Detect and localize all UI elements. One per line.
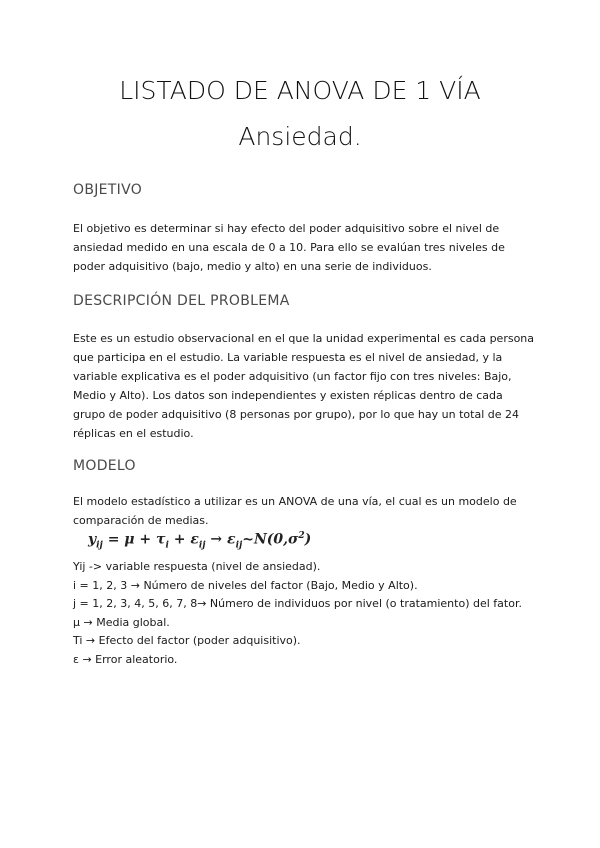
text-line: poder adquisitivo (bajo, medio y alto) en una serie de individuos. xyxy=(73,260,432,273)
definition-item: Ti → Efecto del factor (poder adquisitivo). xyxy=(73,634,301,647)
formula-part: ij xyxy=(96,540,103,551)
definition-item: j = 1, 2, 3, 4, 5, 6, 7, 8→ Número de individuos por nivel (o tratamiento) del fator. xyxy=(73,597,522,610)
formula-part: y xyxy=(88,531,97,548)
definitions-list xyxy=(73,558,543,669)
text-line: comparación de medias. xyxy=(73,514,209,527)
text-line: ansiedad medido en una escala de 0 a 10. Para ello se evalúan tres niveles de xyxy=(73,241,505,254)
definition-item: i = 1, 2, 3 → Número de niveles del factor (Bajo, Medio y Alto). xyxy=(73,578,418,592)
paragraph-descripcion xyxy=(73,329,533,443)
text-line: grupo de poder adquisitivo (8 personas por grupo), por lo que hay un total de 24 xyxy=(73,408,519,421)
text-line: variable explicativa es el poder adquisitivo (un factor fijo con tres niveles: Bajo, xyxy=(73,370,512,383)
formula-part: ij xyxy=(235,540,243,551)
document-title: LISTADO DE ANOVA DE 1 VÍA xyxy=(119,76,481,105)
document-subtitle: Ansiedad. xyxy=(238,122,362,151)
heading-descripcion: DESCRIPCIÓN DEL PROBLEMA xyxy=(73,293,290,309)
formula-part: → ε xyxy=(205,531,236,548)
definition-item: μ → Media global. xyxy=(73,615,170,629)
formula-part: + ε xyxy=(168,531,199,548)
formula-part: = μ + τ xyxy=(102,531,166,548)
formula-part: ) xyxy=(304,531,312,548)
heading-objetivo: OBJETIVO xyxy=(73,182,143,198)
formula-part: 2 xyxy=(298,531,305,541)
text-line: que participa en el estudio. La variable respuesta es el nivel de ansiedad, y la xyxy=(73,351,503,364)
definition-item: ε → Error aleatorio. xyxy=(73,652,178,666)
paragraph-objetivo xyxy=(73,219,533,276)
text-line: Medio y Alto). Los datos son independientes y existen réplicas dentro de cada xyxy=(73,389,503,402)
text-line: réplicas en el estudio. xyxy=(73,427,194,440)
text-line: El modelo estadístico a utilizar es un ANOVA de una vía, el cual es un modelo de xyxy=(73,495,517,508)
paragraph-modelo xyxy=(73,492,533,530)
anova-formula xyxy=(88,531,311,550)
formula-part: ~N(0,σ xyxy=(242,531,299,548)
formula-part: i xyxy=(165,540,169,551)
text-line: Este es un estudio observacional en el que la unidad experimental es cada persona xyxy=(73,332,535,345)
definition-item: Yij -> variable respuesta (nivel de ansiedad). xyxy=(73,560,321,573)
heading-modelo: MODELO xyxy=(73,458,136,474)
text-line: El objetivo es determinar si hay efecto del poder adquisitivo sobre el nivel de xyxy=(73,222,500,235)
formula-part: ij xyxy=(198,540,206,551)
